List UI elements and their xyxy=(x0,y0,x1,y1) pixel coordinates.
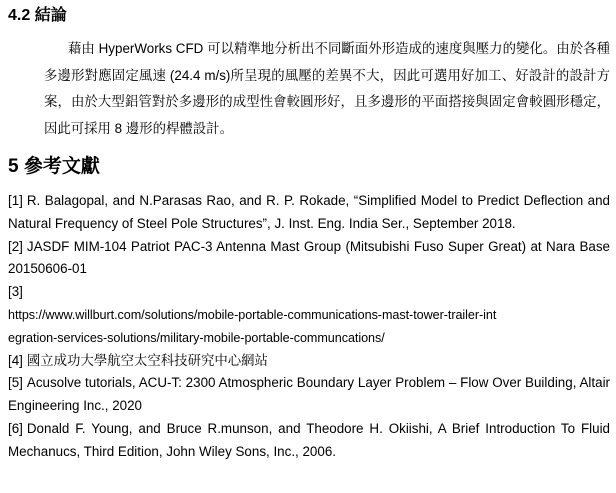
reference-text: R. Balagopal, and N.Parasas Rao, and R. P. Rokade, “Simplified Model to Predict Deflection and Natural Frequency of Steel Pole Structures”, J. Inst. Eng. India Ser., September 2018. xyxy=(8,193,610,231)
section-heading-conclusion: 4.2 結論 xyxy=(8,7,67,24)
reference-item-5 xyxy=(8,372,610,418)
reference-item-6 xyxy=(8,418,610,464)
reference-text: JASDF MIM-104 Patriot PAC-3 Antenna Mast Group (Mitsubishi Fuso Super Great) at Nara Base 20150606-01 xyxy=(8,238,610,277)
reference-number: [2] xyxy=(8,238,23,254)
conclusion-paragraph xyxy=(44,36,610,142)
section-heading-references: 5 參考文獻 xyxy=(8,156,100,177)
reference-number: [4] xyxy=(8,352,23,368)
reference-number: [5] xyxy=(8,375,23,391)
reference-item-1 xyxy=(8,190,610,236)
reference-item-3 xyxy=(8,281,610,349)
reference-text: Acusolve tutorials, ACU-T: 2300 Atmospheric Boundary Layer Problem – Flow Over Building, Altair Engineering Inc., 2020 xyxy=(8,375,610,414)
reference-item-2 xyxy=(8,236,610,282)
reference-text: 國立成功大學航空太空科技研究中心網站 xyxy=(26,352,268,368)
reference-url-line-2[interactable]: egration-services-solutions/military-mobile-portable-communcations/ xyxy=(8,330,385,345)
reference-number: [6] xyxy=(8,420,23,436)
reference-item-4 xyxy=(8,350,610,373)
reference-url-line-1[interactable]: https://www.willburt.com/solutions/mobile-portable-communications-mast-tower-trailer-int xyxy=(8,307,497,322)
conclusion-text: 藉由 HyperWorks CFD 可以精準地分析出不同斷面外形造成的速度與壓力的變化。由於各種多邊形對應固定風速 (24.4 m/s)所呈現的風壓的差異不大，因此可選用好加工、好設計的設計方案，由於大型鋁管對於多邊形的成型性會較圓形好，且多邊形的平面搭接與固定會較圓形穩定，因此可採用 8 邊形的桿體設計。 xyxy=(44,41,610,136)
reference-number: [1] xyxy=(8,193,23,208)
reference-list xyxy=(8,190,610,464)
reference-text: Donald F. Young, and Bruce R.munson, and Theodore H. Okiishi, A Brief Introduction To Fluid Mechanucs, Third Edition, John Wiley Sons, Inc., 2006. xyxy=(8,420,610,459)
reference-number: [3] xyxy=(8,284,23,300)
